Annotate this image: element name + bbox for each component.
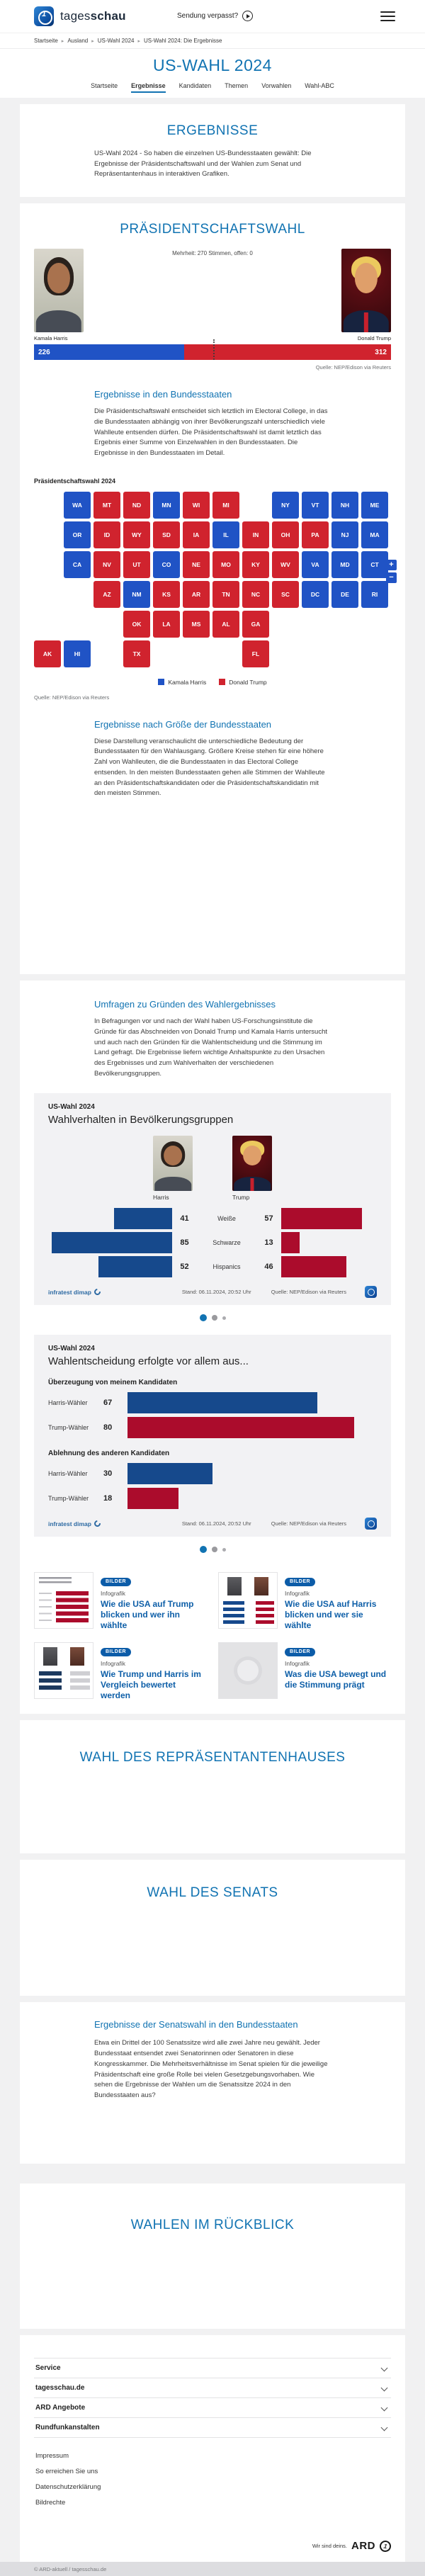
harris-photo-small [153, 1136, 193, 1191]
state-tile-UT[interactable]: UT [123, 551, 150, 578]
copyright-bar [0, 2562, 425, 2576]
tagesschau-mini-logo [365, 1286, 377, 1298]
legend-item [219, 679, 266, 686]
chart2-footer [48, 1518, 377, 1530]
state-tile-WV[interactable]: WV [272, 551, 299, 578]
tab[interactable]: Vorwahlen [261, 82, 292, 89]
voter-group-value: 30 [103, 1469, 113, 1479]
state-tile-LA[interactable]: LA [153, 611, 180, 638]
rueckblick-section [20, 2184, 405, 2329]
category-label: Weiße [217, 1215, 236, 1223]
brand-regular: tages [60, 9, 91, 23]
state-tile-AR[interactable]: AR [183, 581, 210, 608]
footer-accordion-row[interactable] [34, 2378, 391, 2397]
state-tile-MT[interactable]: MT [94, 492, 120, 519]
play-icon[interactable] [242, 11, 253, 21]
chart2-title: Wahlentscheidung erfolgte vor allem aus... [48, 1355, 249, 1368]
ard-one-icon: 1 [379, 2540, 392, 2553]
chart1-title: Wahlverhalten in Bevölkerungsgruppen [48, 1114, 234, 1126]
state-tile-NE[interactable]: NE [183, 551, 210, 578]
chart1-source: Quelle: NEP/Edison via Reuters [271, 1289, 346, 1296]
harris-photo [34, 249, 84, 332]
infratest-dimap-icon [93, 1520, 102, 1529]
harris-bar-segment [34, 344, 184, 360]
rueckblick-heading: WAHLEN IM RÜCKBLICK [130, 2218, 295, 2233]
teaser-grid [34, 1572, 391, 1701]
teaser-card[interactable] [34, 1572, 207, 1631]
footer-accordion-label: Service [35, 2364, 61, 2373]
footer-link[interactable]: Bildrechte [35, 2498, 66, 2507]
state-tile-NV[interactable]: NV [94, 551, 120, 578]
footer-accordion-row[interactable] [34, 2397, 391, 2417]
ard-claim: Wir sind deins. [312, 2543, 347, 2550]
breadcrumb-item[interactable]: Startseite ▸ [34, 38, 67, 44]
groesse-text: Diese Darstellung veranschaulicht die unterschiedliche Bedeutung der Bundesstaaten für den Wahlausgang. Größere Kreise stehen für eine höhere Zahl von Wahlleuten, die die Bundesstaaten in das Electoral College entsenden. In den meisten Bundesstaaten gehen alle Stimmen der Wahlleute an den Präsidentschaftskandidaten oder die Präsidentschaftskandidatin mit den meisten Stimmen. [94, 737, 325, 798]
state-tile-AL[interactable]: AL [212, 611, 239, 638]
electoral-bar-source: Quelle: NEP/Edison via Reuters [315, 364, 391, 371]
teaser-card[interactable] [218, 1572, 391, 1631]
bilder-badge: BILDER [101, 1648, 131, 1656]
breadcrumb-list [34, 38, 229, 44]
footer-link[interactable]: Impressum [35, 2451, 69, 2460]
value-bar [128, 1463, 212, 1484]
harris-value: 52 [180, 1262, 189, 1272]
tagesschau-logo-icon[interactable] [34, 6, 54, 26]
infratest-dimap-label: infratest dimap [48, 1520, 91, 1527]
voter-group-value: 18 [103, 1494, 113, 1503]
harris-name: Kamala Harris [34, 335, 68, 342]
teaser-card[interactable] [218, 1642, 391, 1701]
ard-logo-row [34, 2540, 391, 2552]
trump-bar [281, 1232, 300, 1253]
state-tile-WA[interactable]: WA [64, 492, 91, 519]
teaser-title[interactable]: Wie die USA auf Trump blicken und wer ihn wählte [101, 1599, 194, 1631]
state-tile-GA[interactable]: GA [242, 611, 269, 638]
copyright-text: © ARD-aktuell / tagesschau.de [34, 2565, 107, 2572]
hero-section [0, 48, 425, 98]
footer-accordion-row[interactable] [34, 2417, 391, 2438]
chart1-photos [48, 1136, 377, 1201]
harris-value: 85 [180, 1238, 189, 1248]
candidate-row [34, 249, 391, 332]
state-tile-WY[interactable]: WY [123, 521, 150, 548]
teaser-thumbnail [218, 1642, 278, 1699]
top-bar [0, 0, 425, 33]
chart2-group2-rows [48, 1463, 377, 1509]
footer-accordions [34, 2358, 391, 2438]
carousel-dot[interactable] [222, 1548, 226, 1552]
footer-accordion-label: ARD Angebote [35, 2404, 86, 2412]
state-tile-TX[interactable]: TX [123, 640, 150, 667]
state-tile-OR[interactable]: OR [64, 521, 91, 548]
zoom-in-button[interactable]: + [386, 560, 397, 570]
state-tile-VA[interactable]: VA [302, 551, 329, 578]
teaser-thumbnail [34, 1642, 94, 1699]
state-tile-AZ[interactable]: AZ [94, 581, 120, 608]
state-tile-OH[interactable]: OH [272, 521, 299, 548]
page-title: US-WAHL 2024 [153, 56, 272, 74]
state-tile-IL[interactable]: IL [212, 521, 239, 548]
footer [20, 2335, 405, 2562]
chart2-stand: Stand: 06.11.2024, 20:52 Uhr [181, 1520, 251, 1527]
footer-links [34, 2448, 391, 2510]
category-label: Schwarze [212, 1239, 241, 1247]
chart1-row [48, 1208, 377, 1229]
state-tile-TN[interactable]: TN [212, 581, 239, 608]
trump-photo [341, 249, 391, 332]
chart1-footer [48, 1286, 377, 1298]
teaser-title[interactable]: Was die USA bewegt und die Stimmung prägt [285, 1669, 387, 1690]
chart1-stand: Stand: 06.11.2024, 20:52 Uhr [181, 1289, 251, 1296]
footer-link[interactable]: Datenschutzerklärung [35, 2482, 101, 2491]
groesse-heading: Ergebnisse nach Größe der Bundesstaaten [94, 718, 272, 730]
state-tile-KY[interactable]: KY [242, 551, 269, 578]
voter-group-label: Trump-Wähler [48, 1424, 89, 1432]
trump-name: Donald Trump [357, 335, 391, 342]
teaser-kicker: Infografik [101, 1590, 125, 1598]
bundesstaaten-text: Die Präsidentschaftswahl entscheidet sich letztlich im Electoral College, in das die Bundesstaaten abhängig von ihrer Bevölkerungszahl unterschiedlich viele Wahlleute entsenden dürfen. Die Präsidentschaftswahl ist damit letztlich das Ergebnis einer Summe von Einzelwahlen in den Bundesstaaten. Die Ergebnisse in den Bundesstaaten im Detail. [94, 407, 328, 458]
chart1-right-label: Trump [232, 1194, 250, 1202]
state-tile-CO[interactable]: CO [153, 551, 180, 578]
teaser-title[interactable]: Wie die USA auf Harris blicken und wer sie wählte [285, 1599, 377, 1631]
state-tile-CA[interactable]: CA [64, 551, 91, 578]
chart2-source: Quelle: NEP/Edison via Reuters [271, 1520, 346, 1527]
voter-group-label: Harris-Wähler [48, 1399, 88, 1407]
umfragen-section [20, 981, 405, 1714]
value-bar [128, 1392, 317, 1413]
teaser-kicker: Infografik [101, 1660, 125, 1668]
chart2-group2-label: Ablehnung des anderen Kandidaten [48, 1450, 170, 1458]
state-tile-HI[interactable]: HI [64, 640, 91, 667]
brand-bold: schau [90, 9, 126, 23]
breadcrumb-item[interactable]: US-Wahl 2024: Die Ergebnisse [144, 38, 222, 44]
state-tile-DC[interactable]: DC [302, 581, 329, 608]
ergebnisse-heading: ERGEBNISSE [166, 123, 259, 138]
teaser-title[interactable]: Wie Trump und Harris im Vergleich bewertet werden [101, 1669, 201, 1701]
chart-wahlverhalten [34, 1093, 391, 1305]
state-tile-IN[interactable]: IN [242, 521, 269, 548]
tab[interactable]: Ergebnisse [131, 82, 166, 93]
teaser-card[interactable] [34, 1642, 207, 1701]
carousel-dot[interactable] [222, 1316, 226, 1320]
chart2-group1-label: Überzeugung von meinem Kandidaten [48, 1379, 178, 1387]
majority-marker [213, 339, 215, 360]
value-bar [128, 1417, 354, 1438]
footer-accordion-label: Rundfunkanstalten [35, 2424, 100, 2432]
harris-votes: 226 [38, 348, 50, 356]
umfragen-text: In Befragungen vor und nach der Wahl haben US-Forschungsinstitute die Gründe für das Abschneiden von Donald Trump und Kamala Harris untersucht und auch nach den Gründen für die Wahlentscheidung und die Stimmung im Land gefragt. Die Ergebnisse liefern wichtige Anhaltspunkte zu den Ursachen des Ergebnisses und zum Wahlverhalten der verschiedenen Bevölkerungsgruppen. [94, 1017, 327, 1078]
umfragen-heading: Umfragen zu Gründen des Wahlergebnisses [94, 999, 276, 1010]
chart1-kicker: US-Wahl 2024 [48, 1103, 95, 1112]
bundesstaaten-heading: Ergebnisse in den Bundesstaaten [94, 389, 232, 400]
tab-bar [0, 82, 425, 98]
chart1-left-label: Harris [153, 1194, 169, 1202]
trump-bar [281, 1208, 362, 1229]
footer-accordion-label: tagesschau.de [35, 2384, 85, 2393]
legend-label: Kamala Harris [168, 678, 207, 686]
us-states-map [34, 492, 394, 670]
chart2-row [48, 1488, 377, 1509]
state-tile-MA[interactable]: MA [361, 521, 388, 548]
state-tile-RI[interactable]: RI [361, 581, 388, 608]
voter-group-label: Trump-Wähler [48, 1495, 89, 1503]
senat-heading: WAHL DES SENATS [147, 1885, 278, 1901]
category-label: Hispanics [212, 1263, 241, 1271]
state-tile-KS[interactable]: KS [153, 581, 180, 608]
trump-value: 57 [264, 1214, 273, 1224]
sendung-verpasst-label: Sendung verpasst? [177, 12, 239, 20]
infratest-dimap-logo [48, 1289, 101, 1296]
chart2-group1-rows [48, 1392, 377, 1438]
map-legend [34, 679, 391, 686]
ard-wordmark: ARD [351, 2540, 375, 2553]
harris-bar [114, 1208, 172, 1229]
bilder-badge: BILDER [285, 1648, 315, 1656]
breadcrumb-item[interactable]: Ausland ▸ [67, 38, 97, 44]
legend-swatch-icon [158, 679, 164, 685]
bilder-badge: BILDER [101, 1578, 131, 1586]
harris-bar [52, 1232, 172, 1253]
legend-label: Donald Trump [229, 678, 267, 686]
teaser-kicker: Infografik [285, 1660, 310, 1668]
trump-photo-small [232, 1136, 272, 1191]
infratest-dimap-logo [48, 1520, 101, 1527]
state-tile-PA[interactable]: PA [302, 521, 329, 548]
legend-swatch-icon [219, 679, 225, 685]
chart-wahlentscheidung [34, 1335, 391, 1537]
state-tile-CT[interactable]: CT [361, 551, 388, 578]
state-tile-SD[interactable]: SD [153, 521, 180, 548]
infratest-dimap-label: infratest dimap [48, 1288, 91, 1296]
value-bar [128, 1488, 178, 1509]
senatswahl-heading: Ergebnisse der Senatswahl in den Bundesstaaten [94, 2019, 298, 2030]
state-tile-NY[interactable]: NY [272, 492, 299, 519]
voter-group-label: Harris-Wähler [48, 1470, 88, 1478]
tab[interactable]: Startseite [91, 82, 118, 89]
state-tile-ND[interactable]: ND [123, 492, 150, 519]
teaser-kicker: Infografik [285, 1590, 310, 1598]
state-tile-MO[interactable]: MO [212, 551, 239, 578]
repraesentantenhaus-section [20, 1720, 405, 1853]
state-tile-OK[interactable]: OK [123, 611, 150, 638]
infratest-dimap-icon [93, 1288, 102, 1297]
chevron-down-icon [381, 2405, 388, 2412]
state-tile-MD[interactable]: MD [332, 551, 358, 578]
senatswahl-section [20, 2002, 405, 2164]
trump-votes: 312 [375, 348, 387, 356]
menu-button[interactable] [380, 11, 395, 23]
legend-item [158, 679, 206, 686]
carousel-dot[interactable] [200, 1546, 207, 1553]
teaser-thumbnail [218, 1572, 278, 1629]
breadcrumb [0, 33, 425, 48]
chart2-row [48, 1392, 377, 1413]
trump-value: 46 [264, 1262, 273, 1272]
tab[interactable]: Kandidaten [178, 82, 212, 89]
breadcrumb-item[interactable]: US-Wahl 2024 ▸ [98, 38, 144, 44]
bilder-badge: BILDER [285, 1578, 315, 1586]
map-source: Quelle: NEP/Edison via Reuters [34, 694, 110, 701]
carousel-dot[interactable] [212, 1547, 217, 1552]
state-tile-NC[interactable]: NC [242, 581, 269, 608]
voter-group-value: 67 [103, 1399, 113, 1408]
majority-subline: Mehrheit: 270 Stimmen, offen: 0 [172, 250, 253, 257]
carousel-dot[interactable] [212, 1315, 217, 1321]
trump-bar-segment [184, 344, 391, 360]
harris-bar [98, 1256, 172, 1277]
state-tile-DE[interactable]: DE [332, 581, 358, 608]
state-tile-VT[interactable]: VT [302, 492, 329, 519]
harris-value: 41 [180, 1214, 189, 1224]
repraesentantenhaus-heading: WAHL DES REPRÄSENTANTENHAUSES [79, 1750, 346, 1766]
state-tile-NH[interactable]: NH [332, 492, 358, 519]
carousel1-dots [34, 1305, 391, 1331]
electoral-bar [34, 344, 391, 360]
brand-wordmark[interactable] [60, 9, 126, 23]
state-tile-WI[interactable]: WI [183, 492, 210, 519]
voter-group-value: 80 [103, 1423, 113, 1433]
ergebnisse-section [20, 104, 405, 197]
state-tile-ME[interactable]: ME [361, 492, 388, 519]
tagesschau-mini-logo [365, 1518, 377, 1530]
state-tile-FL[interactable]: FL [242, 640, 269, 667]
state-tile-MN[interactable]: MN [153, 492, 180, 519]
praesidentschaftswahl-heading: PRÄSIDENTSCHAFTSWAHL [120, 222, 305, 237]
footer-link[interactable]: So erreichen Sie uns [35, 2467, 98, 2475]
state-tile-ID[interactable]: ID [94, 521, 120, 548]
state-tile-NM[interactable]: NM [123, 581, 150, 608]
sendung-verpasst-link[interactable] [177, 11, 253, 21]
teaser-thumbnail [34, 1572, 94, 1629]
state-tile-MI[interactable]: MI [212, 492, 239, 519]
chevron-down-icon [381, 2365, 388, 2372]
chart2-row [48, 1463, 377, 1484]
chevron-down-icon [381, 2385, 388, 2392]
chart2-row [48, 1417, 377, 1438]
state-tile-IA[interactable]: IA [183, 521, 210, 548]
chart1-row [48, 1232, 377, 1253]
carousel2-dots [34, 1537, 391, 1562]
cartogram-placeholder [34, 799, 391, 966]
state-tile-NJ[interactable]: NJ [332, 521, 358, 548]
tab[interactable]: Themen [225, 82, 249, 89]
trump-value: 13 [264, 1238, 273, 1248]
map-title: Präsidentschaftswahl 2024 [34, 477, 116, 485]
praesidentschaftswahl-section [20, 203, 405, 974]
senat-section [20, 1860, 405, 1996]
ergebnisse-intro: US-Wahl 2024 - So haben die einzelnen US-Bundesstaaten gewählt: Die Ergebnisse der Präsidentschaftswahl und der Wahlen zum Senat und Repräsentantenhaus in interaktiven Grafiken. [94, 149, 312, 179]
chart1-rows [48, 1208, 377, 1277]
senatswahl-text: Etwa ein Drittel der 100 Senatssitze wird alle zwei Jahre neu gewählt. Jeder Bundesstaat entsendet zwei Senatorinnen oder Senatoren in diese Kongresskammer. Die Mehrheitsverhältnisse im Senat spielen für die jeweilige Präsidentschaft eine große Rolle bei vielen Gesetzgebungsvorhaben. Wie sehen die Ergebnisse der Wahlen um die Senatssitze 2024 in den Bundesstaaten aus? [94, 2039, 328, 2099]
state-tile-SC[interactable]: SC [272, 581, 299, 608]
trump-bar [281, 1256, 346, 1277]
state-tile-MS[interactable]: MS [183, 611, 210, 638]
chart2-kicker: US-Wahl 2024 [48, 1345, 95, 1353]
chart1-row [48, 1256, 377, 1277]
footer-accordion-row[interactable] [34, 2358, 391, 2378]
zoom-out-button[interactable]: − [386, 572, 397, 583]
tab[interactable]: Wahl-ABC [305, 82, 334, 89]
chevron-down-icon [381, 2424, 388, 2431]
state-tile-AK[interactable]: AK [34, 640, 61, 667]
carousel-dot[interactable] [200, 1314, 207, 1321]
